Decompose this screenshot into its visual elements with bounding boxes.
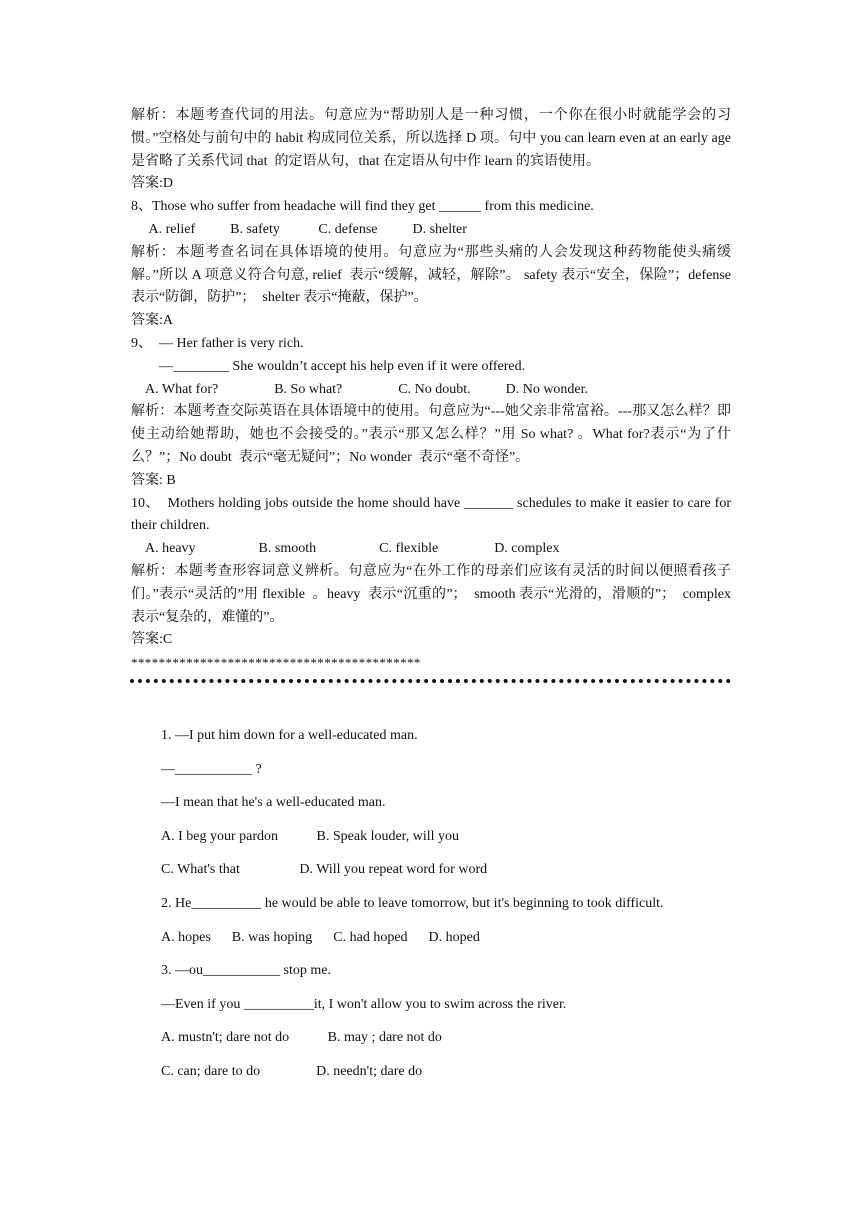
question-line: —___________ ?: [161, 761, 262, 777]
question-options: A. heavy B. smooth C. flexible D. complex: [131, 541, 560, 557]
question-options: C. can; dare to do D. needn't; dare do: [161, 1063, 423, 1079]
answer-line: 答案:A: [131, 313, 173, 329]
question-line: —I mean that he's a well-educated man.: [161, 795, 386, 811]
question-options: A. hopes B. was hoping C. had hoped D. hoped: [161, 929, 480, 945]
question-line: 10、 Mothers holding jobs outside the home should have _______ schedules to make it easier to care for their children.: [131, 495, 735, 534]
explanation-paragraph: 解析：本题考查形容词意义辨析。句意应为“在外工作的母亲们应该有灵活的时间以便照看孩子们。”表示“灵活的”用 flexible 。heavy 表示“沉重的”； smooth 表示“光滑的，滑顺的”； complex 表示“复杂的，难懂的”。: [131, 563, 735, 625]
answer-line: 答案:C: [131, 632, 173, 648]
exercise-questions: [161, 725, 731, 1095]
question-options: A. What for? B. So what? C. No doubt. D. No wonder.: [131, 381, 589, 397]
question-line: 8、Those who suffer from headache will find they get ______ from this medicine.: [131, 199, 594, 215]
answer-line: 答案: B: [131, 472, 176, 488]
question-line: 3. —ou___________ stop me.: [161, 963, 331, 979]
answer-explanations: [131, 105, 738, 652]
explanation-paragraph: 解析：本题考查代词的用法。句意应为“帮助别人是一种习惯，一个你在很小时就能学会的习惯。”空格处与前句中的 habit 构成同位关系，所以选择 D 项。句中 you can learn even at an early age 是省略了关系代词 that 的定语从句，that 在定语从句中作 learn 的宾语使用。: [131, 108, 735, 169]
question-options: C. What's that D. Will you repeat word for word: [161, 862, 488, 878]
star-separator: ******************************************: [131, 655, 421, 670]
question-line: 9、 — Her father is very rich.: [131, 335, 304, 351]
explanation-paragraph: 解析：本题考查名词在具体语境的使用。句意应为“那些头痛的人会发现这种药物能使头痛缓解。”所以 A 项意义符合句意, relief 表示“缓解，减轻，解除”。 safety 表示“安全，保险”；defense 表示“防御，防护”； shelter 表示“掩蔽，保护”。: [131, 244, 738, 306]
question-line: —Even if you __________it, I won't allow you to swim across the river.: [161, 996, 567, 1012]
question-line: 2. He__________ he would be able to leave tomorrow, but it's beginning to took difficult.: [161, 895, 664, 911]
dotted-divider: [130, 679, 731, 683]
answer-line: 答案:D: [131, 176, 173, 192]
question-options: A. I beg your pardon B. Speak louder, will you: [161, 828, 460, 844]
explanation-paragraph: 解析：本题考查交际英语在具体语境中的使用。句意应为“---她父亲非常富裕。---那又怎么样？即使主动给她帮助，她也不会接受的。”表示“那又怎么样？”用 So what? 。What for?表示“为了什么？”；No doubt 表示“毫无疑问”；No wonder 表示“毫不奇怪”。: [131, 404, 731, 465]
question-options: A. mustn't; dare not do B. may ; dare not do: [161, 1030, 442, 1046]
question-options: —________ She wouldn’t accept his help even if it were offered.: [131, 358, 526, 374]
question-options: A. relief B. safety C. defense D. shelter: [131, 221, 467, 237]
question-line: 1. —I put him down for a well-educated man.: [161, 728, 418, 743]
